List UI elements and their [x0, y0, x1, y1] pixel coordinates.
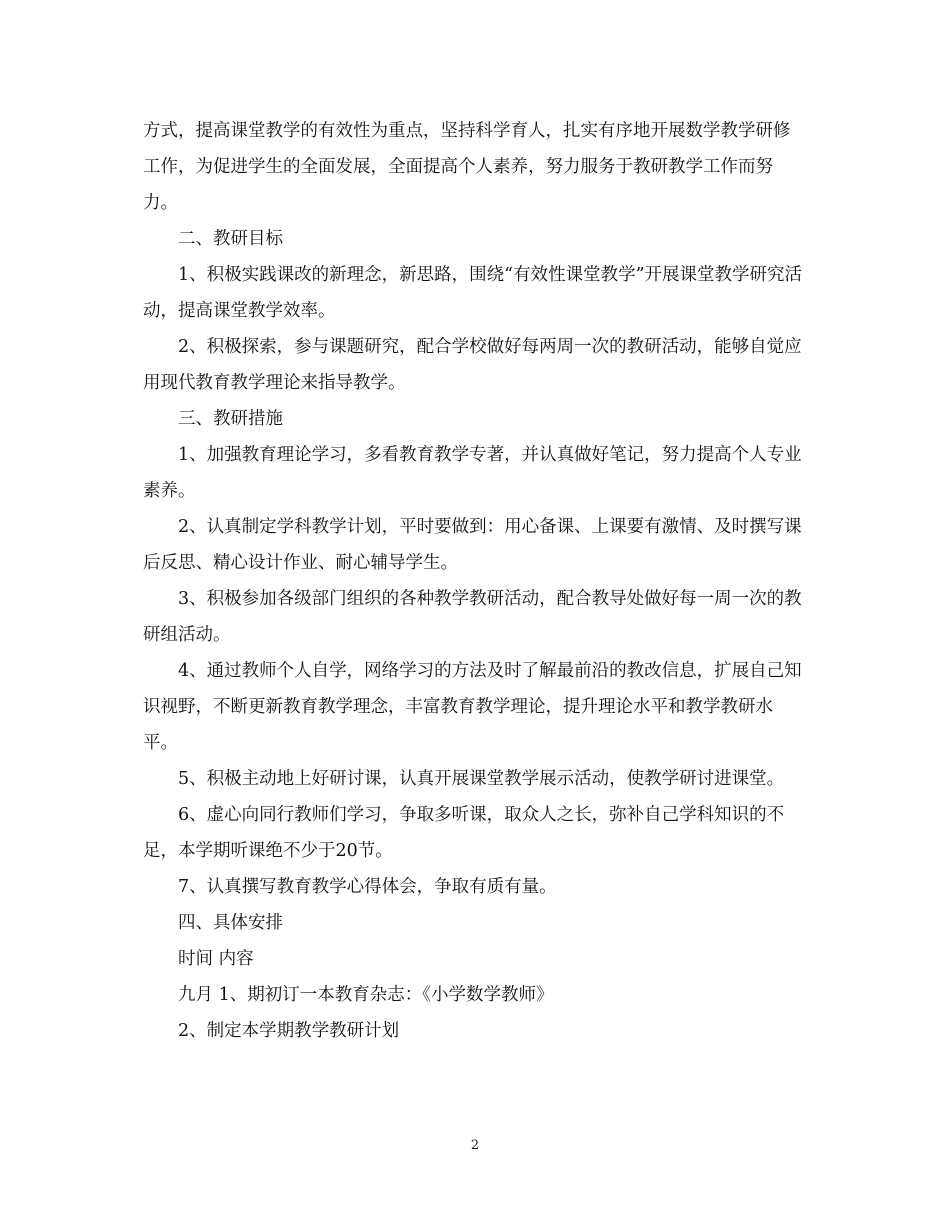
measure-item-6: 6、虚心向同行教师们学习，争取多听课，取众人之长，弥补自己学科知识的不足，本学期听课绝不少于20节。	[143, 805, 785, 861]
measure-item-5: 5、积极主动地上好研讨课，认真开展课堂教学展示活动，使教学研讨进课堂。	[178, 769, 785, 789]
schedule-row-september-1: 九月 1、期初订一本教育杂志：《小学数学教师》	[178, 985, 554, 1005]
measure-item-4: 4、通过教师个人自学，网络学习的方法及时了解最前沿的教改信息，扩展自己知识视野，不断更新教育教学理念，丰富教育教学理论，提升理论水平和教学教研水平。	[143, 661, 802, 753]
measure-item-7: 7、认真撰写教育教学心得体会，争取有质有量。	[178, 877, 557, 897]
goal-item-2: 2、积极探索，参与课题研究，配合学校做好每两周一次的教研活动，能够自觉应用现代教育教学理论来指导教学。	[143, 337, 802, 393]
measure-item-2: 2、认真制定学科教学计划，平时要做到：用心备课、上课要有激情、及时撰写课后反思、精心设计作业、耐心辅导学生。	[143, 517, 802, 573]
goal-item-1: 1、积极实践课改的新理念，新思路，围绕“有效性课堂教学”开展课堂教学研究活动，提高课堂教学效率。	[143, 265, 803, 321]
section-heading-schedule: 四、具体安排	[178, 913, 283, 933]
document-body	[143, 113, 803, 1049]
section-heading-goals: 二、教研目标	[178, 229, 283, 249]
section-heading-measures: 三、教研措施	[178, 409, 283, 429]
schedule-row-september-2: 2、制定本学期教学教研计划	[178, 1021, 400, 1041]
measure-item-1: 1、加强教育理论学习，多看教育教学专著，并认真做好笔记，努力提高个人专业素养。	[143, 445, 802, 501]
page-number: 2	[470, 1138, 480, 1153]
measure-item-3: 3、积极参加各级部门组织的各种教学教研活动，配合教导处做好每一周一次的教研组活动。	[143, 589, 802, 645]
paragraph-intro-continued: 方式，提高课堂教学的有效性为重点，坚持科学育人，扎实有序地开展数学教学研修工作，为促进学生的全面发展，全面提高个人素养，努力服务于教研教学工作而努力。	[143, 121, 791, 213]
schedule-header: 时间 内容	[178, 949, 254, 969]
